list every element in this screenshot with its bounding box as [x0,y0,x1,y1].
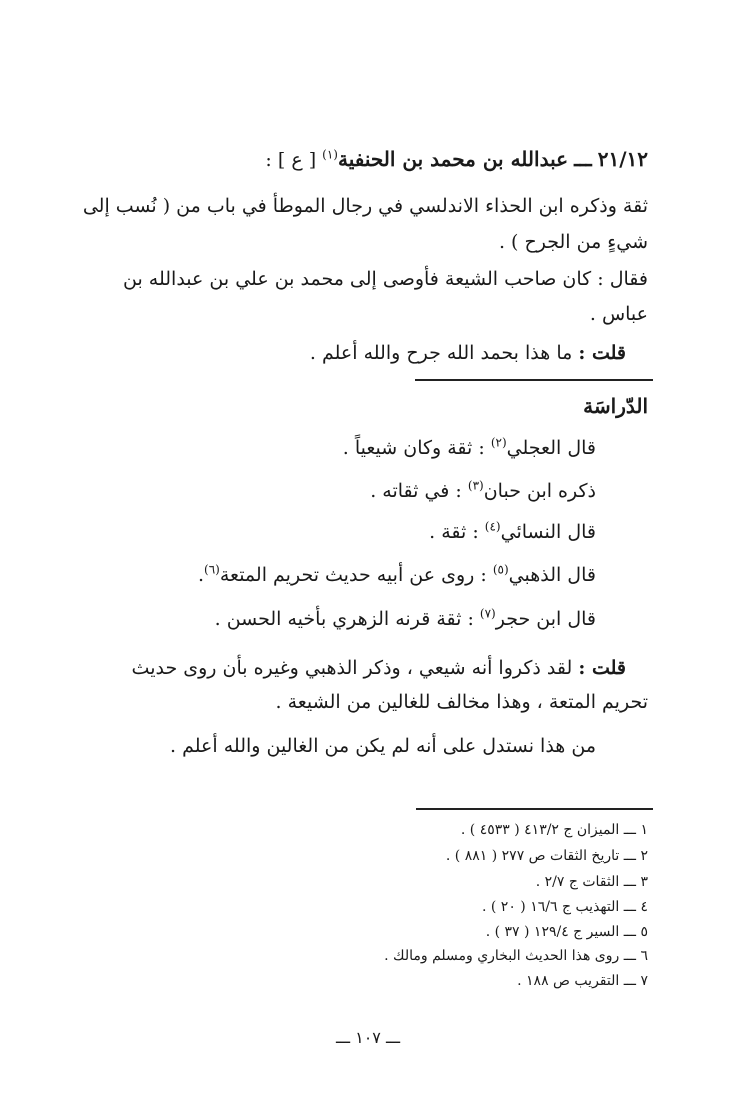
footnote-ref-5: (٥) [492,562,509,577]
study-line-4-b: : روى عن أبيه حديث تحريم المتعة [219,564,487,586]
footnote-2: ٢ ـــ تاريخ الثقات ص ٢٧٧ ( ٨٨١ ) . [445,848,648,864]
footnote-ref-2: (٢) [490,435,507,450]
entry-number: ٢١/١٢ [597,147,648,171]
qultu-label-2: قلت : [578,657,626,679]
study-line-5 [215,606,596,632]
conclusion-line-3: من هذا نستدل على أنه لم يكن من الغالين والله أعلم . [170,735,596,757]
study-line-1-a: قال العجلي [506,437,596,459]
study-line-2-b: : في ثقاته . [370,480,462,502]
study-line-3-b: : ثقة . [429,521,479,543]
footnote-6: ٦ ـــ روى هذا الحديث البخاري ومسلم ومالك . [384,948,648,964]
entry-name: عبدالله بن محمد بن الحنفية [337,147,569,171]
paragraph-1-line-2: شيءٍ من الجرح ) . [498,231,648,253]
footnote-ref-1: (١) [322,147,338,162]
footnote-3: ٣ ـــ الثقات ج ٢/٧ . [535,874,648,890]
footnote-ref-6: (٦) [204,562,220,577]
study-title: الدّراسَة [583,394,648,418]
study-line-1 [343,435,596,461]
footnote-rule [416,808,653,810]
study-line-5-b: : ثقة قرنه الزهري بأخيه الحسن . [214,608,474,630]
entry-dash: ـــ [574,147,592,171]
study-line-1-b: : ثقة وكان شيعياً . [342,437,485,459]
study-line-5-a: قال ابن حجر [495,608,596,630]
study-line-2 [370,478,596,504]
footnote-4: ٤ ـــ التهذيب ج ١٦/٦ ( ٢٠ ) . [481,899,648,915]
study-line-3-a: قال النسائي [500,521,596,543]
study-line-4-c: . [197,564,205,586]
study-line-4 [198,562,596,588]
paragraph-1-line-1: ثقة وذكره ابن الحذاء الاندلسي في رجال الموطأ في باب من ( نُسب إلى [82,195,648,217]
entry-code: [ ع ] : [265,149,317,171]
page-number: ـــ ١٠٧ ـــ [335,1028,401,1047]
section-rule [415,379,653,381]
conclusion-line-1-text: لقد ذكروا أنه شيعي ، وذكر الذهبي وغيره بأن روى حديث [131,657,573,679]
study-line-3 [429,519,596,545]
qultu-label: قلت : [578,342,626,364]
footnote-ref-3: (٣) [467,478,484,493]
conclusion-line-1 [132,655,626,681]
footnote-ref-4: (٤) [484,519,501,534]
footnote-7: ٧ ـــ التقريب ص ١٨٨ . [517,973,648,989]
entry-heading [265,146,648,173]
paragraph-2-line-1: فقال : كان صاحب الشيعة فأوصى إلى محمد بن علي بن عبدالله بن [122,268,648,290]
footnote-ref-7: (٧) [479,606,496,621]
conclusion-line-2: تحريم المتعة ، وهذا مخالف للغالين من الشيعة . [275,691,648,713]
paragraph-3 [310,340,626,366]
paragraph-3-text: ما هذا بحمد الله جرح والله أعلم . [309,342,573,364]
footnote-5: ٥ ـــ السير ج ١٢٩/٤ ( ٣٧ ) . [485,924,648,940]
study-line-2-a: ذكره ابن حبان [483,480,596,502]
paragraph-2-line-2: عباس . [589,303,648,325]
footnote-1: ١ ـــ الميزان ج ٤١٣/٢ ( ٤٥٣٣ ) . [460,822,648,838]
study-line-4-a: قال الذهبي [508,564,596,586]
